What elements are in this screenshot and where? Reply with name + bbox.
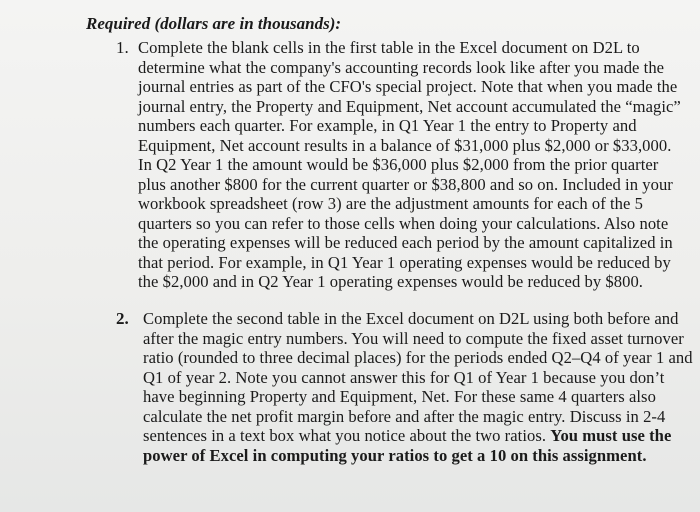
item-2-line-4: Q1 of year 2. Note you cannot answer this for Q1 of Year 1 because you don’t — [143, 367, 665, 387]
item-2-line-3: ratio (rounded to three decimal places) for the periods ended Q2–Q4 of year 1 and — [143, 348, 693, 367]
item-number: 1. — [116, 38, 129, 57]
bold-requirement-start: You must use the — [550, 426, 672, 445]
item-2-line-7 — [143, 426, 671, 446]
item-1-line-6: Equipment, Net account results in a balance of $31,000 plus $2,000 or $33,000. — [138, 135, 672, 155]
item-1-line-1: Complete the blank cells in the first table in the Excel document on D2L to — [138, 38, 640, 57]
bold-requirement-end: power of Excel in computing your ratios to get a 10 on this assignment. — [143, 445, 647, 465]
item-2-line-1: Complete the second table in the Excel document on D2L using both before and — [143, 309, 679, 328]
item-2-line-2: after the magic entry numbers. You will need to compute the fixed asset turnover — [143, 328, 684, 348]
item-2-line-6: calculate the net profit margin before and after the magic entry. Discuss in 2-4 — [143, 406, 666, 426]
item-1-line-4: journal entry, the Property and Equipment, Net account accumulated the “magic” — [138, 96, 681, 116]
item-1-line-10: quarters so you can refer to those cells when doing your calculations. Also note — [138, 213, 669, 233]
item-1-line-2: determine what the company's accounting records look like after you made the — [138, 57, 665, 77]
item-1-line-3: journal entries as part of the CFO's special project. Note that when you made the — [138, 77, 678, 96]
item-1-line-13: the $2,000 and in Q2 Year 1 operating expenses would be reduced by $800. — [138, 272, 643, 291]
item-2-line-7-text: sentences in a text box what you notice about the two ratios. — [143, 426, 551, 445]
item-1-line-8: plus another $800 for the current quarter or $38,800 and so on. Included in your — [138, 174, 673, 194]
item-1-line-11: the operating expenses will be reduced each period by the amount capitalized in — [138, 233, 673, 252]
item-2-line-5: have beginning Property and Equipment, Net. For these same 4 quarters also — [143, 387, 656, 406]
required-heading: Required (dollars are in thousands): — [86, 14, 342, 33]
item-1-line-9: workbook spreadsheet (row 3) are the adjustment amounts for each of the 5 — [138, 194, 643, 213]
item-1-line-12: that period. For example, in Q1 Year 1 operating expenses would be reduced by — [138, 252, 671, 272]
item-1-line-5: numbers each quarter. For example, in Q1 Year 1 the entry to Property and — [138, 116, 637, 135]
item-1-line-7: In Q2 Year 1 the amount would be $36,000 plus $2,000 from the prior quarter — [138, 155, 659, 174]
item-number: 2. — [116, 309, 129, 328]
